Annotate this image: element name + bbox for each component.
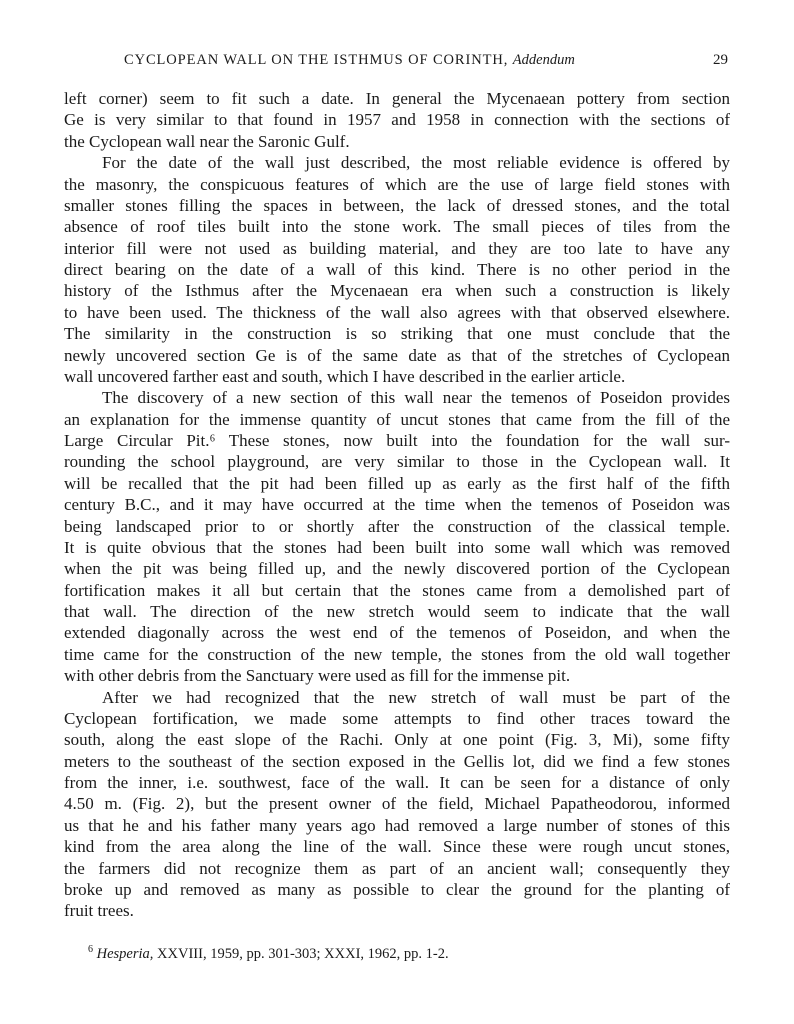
footnote-text: XXVIII, 1959, pp. 301-303; XXXI, 1962, pp. 1-2. bbox=[153, 946, 449, 962]
text-line: fortification makes it all but certain that the stones came from a demolished part of bbox=[64, 580, 730, 600]
text-line: The discovery of a new section of this wall near the temenos of Poseidon provides bbox=[102, 388, 730, 408]
page-number: 29 bbox=[713, 52, 728, 68]
text-line: being landscaped prior to or shortly after the construction of the classical temple. bbox=[64, 516, 730, 536]
footnote-6 bbox=[88, 946, 449, 963]
text-line: fruit trees. bbox=[64, 901, 134, 921]
text-line: absence of roof tiles built into the stone work. The small pieces of tiles from the bbox=[64, 217, 730, 237]
footnote-journal: Hesperia, bbox=[96, 946, 154, 962]
text-line: wall uncovered farther east and south, which I have described in the earlier article. bbox=[64, 366, 626, 386]
text-line: Large Circular Pit.⁶ These stones, now built into the foundation for the wall sur- bbox=[64, 431, 730, 450]
text-line: direct bearing on the date of a wall of this kind. There is no other period in the bbox=[64, 260, 730, 279]
text-line: kind from the area along the line of the wall. Since these were rough uncut stones, bbox=[64, 837, 730, 857]
text-line: broke up and removed as many as possible to clear the ground for the planting of bbox=[64, 879, 730, 899]
text-line: us that he and his father many years ago had removed a large number of stones of this bbox=[64, 815, 730, 835]
running-head-title-text: CYCLOPEAN WALL ON THE ISTHMUS OF CORINTH, bbox=[124, 52, 509, 68]
body-text bbox=[64, 88, 730, 922]
text-line: south, along the east slope of the Rachi. Only at one point (Fig. 3, Mi), some fifty bbox=[64, 730, 730, 750]
text-line: when the pit was being filled up, and the newly discovered portion of the Cyclopean bbox=[64, 559, 730, 579]
text-line: will be recalled that the pit had been filled up as early as the first half of the fifth bbox=[64, 473, 730, 493]
text-line: from the inner, i.e. southwest, face of the wall. It can be seen for a distance of only bbox=[64, 773, 730, 792]
text-line: time came for the construction of the new temple, the stones from the old wall together bbox=[64, 644, 730, 664]
text-line: history of the Isthmus after the Mycenaean era when such a construction is likely bbox=[64, 281, 730, 301]
text-line: For the date of the wall just described, the most reliable evidence is offered by bbox=[102, 153, 730, 173]
text-line: the masonry, the conspicuous features of which are the use of large field stones with bbox=[64, 174, 730, 194]
text-line: It is quite obvious that the stones had been built into some wall which was removed bbox=[64, 537, 730, 557]
text-line: left corner) seem to fit such a date. In general the Mycenaean pottery from section bbox=[64, 89, 730, 108]
text-line: After we had recognized that the new stretch of wall must be part of the bbox=[102, 687, 730, 707]
text-line: The similarity in the construction is so striking that one must conclude that the bbox=[64, 324, 730, 344]
text-line: that wall. The direction of the new stretch would seem to indicate that the wall bbox=[64, 602, 730, 621]
text-line: rounding the school playground, are very similar to those in the Cyclopean wall. It bbox=[64, 452, 730, 472]
running-head-title bbox=[124, 52, 575, 69]
text-line: newly uncovered section Ge is of the same date as that of the stretches of Cyclopean bbox=[64, 345, 730, 365]
text-line: extended diagonally across the west end of the temenos of Poseidon, and when the bbox=[64, 623, 730, 643]
text-line: with other debris from the Sanctuary were used as fill for the immense pit. bbox=[64, 666, 571, 686]
text-line: the farmers did not recognize them as part of an ancient wall; consequently they bbox=[64, 858, 730, 878]
running-head bbox=[64, 52, 730, 72]
text-line: 4.50 m. (Fig. 2), but the present owner of the field, Michael Papatheodorou, informed bbox=[64, 794, 730, 814]
running-head-addendum: Addendum bbox=[512, 52, 575, 68]
text-line: the Cyclopean wall near the Saronic Gulf. bbox=[64, 131, 350, 151]
text-line: interior fill were not used as building material, and they are too late to have any bbox=[64, 238, 730, 258]
text-line: Ge is very similar to that found in 1957 and 1958 in connection with the sections of bbox=[64, 110, 730, 130]
text-line: an explanation for the immense quantity of uncut stones that came from the fill of the bbox=[64, 409, 730, 429]
text-line: century B.C., and it may have occurred at the time when the temenos of Poseidon was bbox=[64, 495, 730, 515]
text-line: to have been used. The thickness of the wall also agrees with that observed elsewhere. bbox=[64, 302, 730, 322]
text-line: Cyclopean fortification, we made some attempts to find other traces toward the bbox=[64, 708, 730, 728]
footnote-marker: 6 bbox=[88, 944, 93, 955]
text-line: smaller stones filling the spaces in between, the lack of dressed stones, and the total bbox=[64, 195, 730, 215]
text-line: meters to the southeast of the section exposed in the Gellis lot, did we find a few stones bbox=[64, 751, 730, 771]
